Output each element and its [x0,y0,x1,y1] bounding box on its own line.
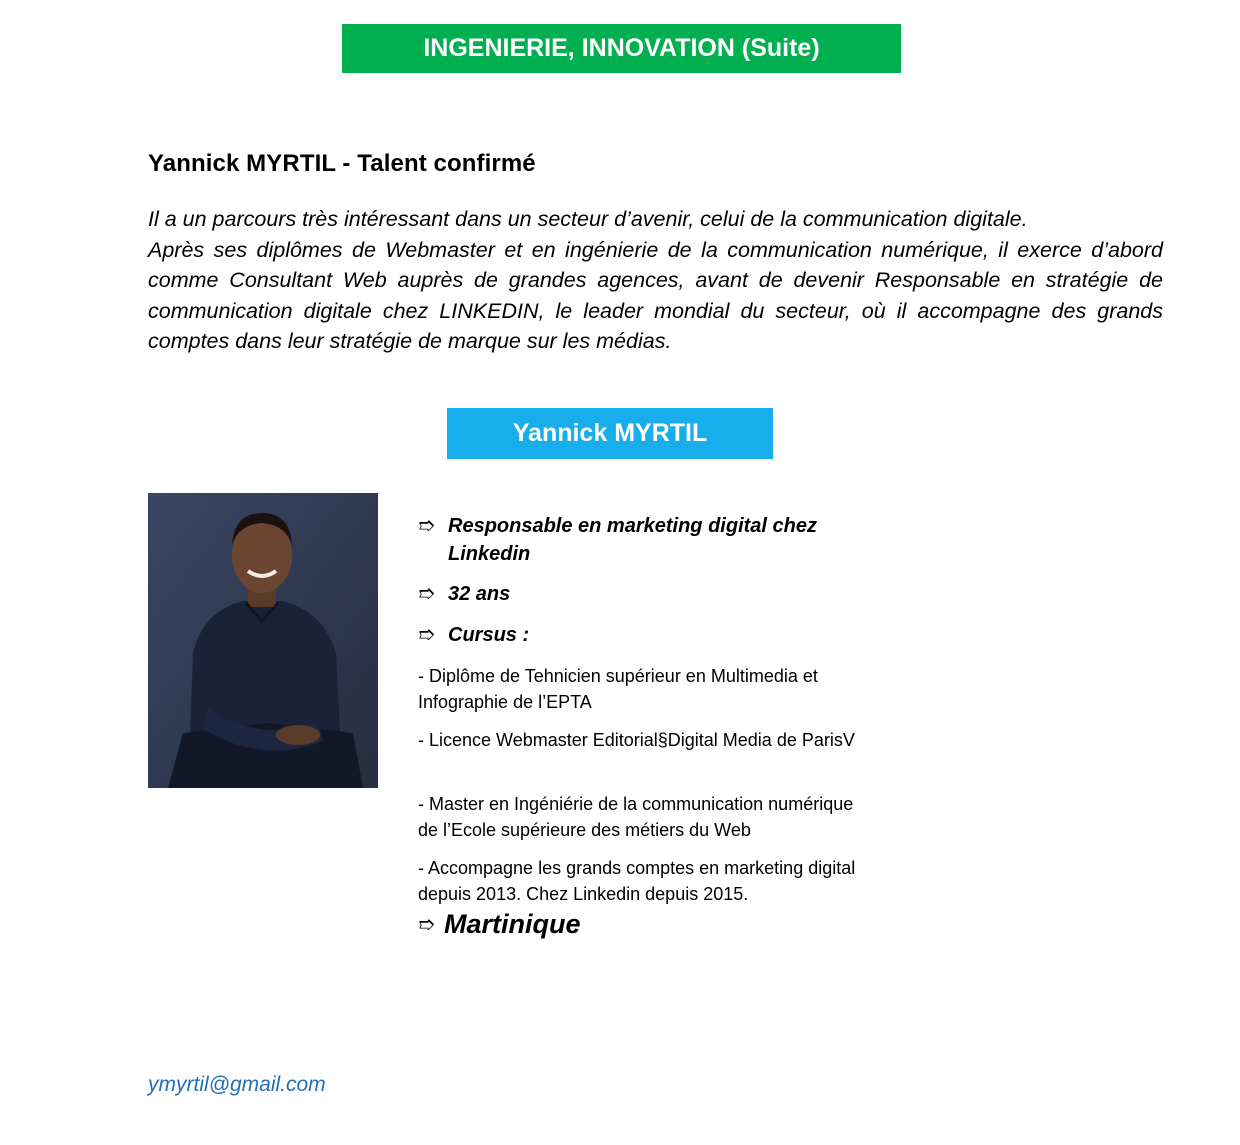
section-banner [342,24,901,73]
name-banner [447,408,773,459]
email-link[interactable]: ymyrtil@gmail.com [148,1073,326,1096]
cursus-entry: - Diplôme de Tehnicien supérieur en Multimedia et Infographie de l’EPTA [418,666,818,712]
location-item [418,908,581,942]
age-item [418,580,510,608]
name-banner-text: Yannick MYRTIL [512,419,708,447]
intro-paragraph-2: Après ses diplômes de Webmaster et en ingénierie de la communication numérique, il exerce d’abord comme Consultant Web auprès de grandes agences, avant de devenir Responsable en stratégie de communication digitale chez LINKEDIN, le leader mondial du secteur, où il accompagne des grands comptes dans leur stratégie de marque sur les médias. [148,237,1163,353]
role-text: Responsable en marketing digital chez Linkedin [448,515,817,565]
profile-title: Yannick MYRTIL - Talent confirmé [148,150,536,177]
cursus-item [418,621,529,649]
arrow-icon: ➱ [418,583,435,605]
cursus-label: Cursus : [448,624,530,646]
arrow-icon: ➱ [418,914,435,936]
location-text: Martinique [444,909,581,939]
arrow-icon: ➱ [418,515,435,537]
cursus-entry: - Master en Ingéniérie de la communication numérique de l’Ecole supérieure des métiers du Web [418,794,854,840]
cursus-entry: - Accompagne les grands comptes en marketing digital depuis 2013. Chez Linkedin depuis 2015. [418,858,856,904]
profile-photo [148,493,378,788]
cursus-entry: - Licence Webmaster Editorial§Digital Media de ParisV [418,730,855,750]
profile-intro [148,204,1163,357]
intro-paragraph-1: Il a un parcours très intéressant dans un secteur d’avenir, celui de la communication digitale. [148,207,1028,231]
arrow-icon: ➱ [418,624,435,646]
role-item [418,512,838,568]
age-text: 32 ans [448,583,511,605]
section-banner-text: INGENIERIE, INNOVATION (Suite) [423,34,820,62]
